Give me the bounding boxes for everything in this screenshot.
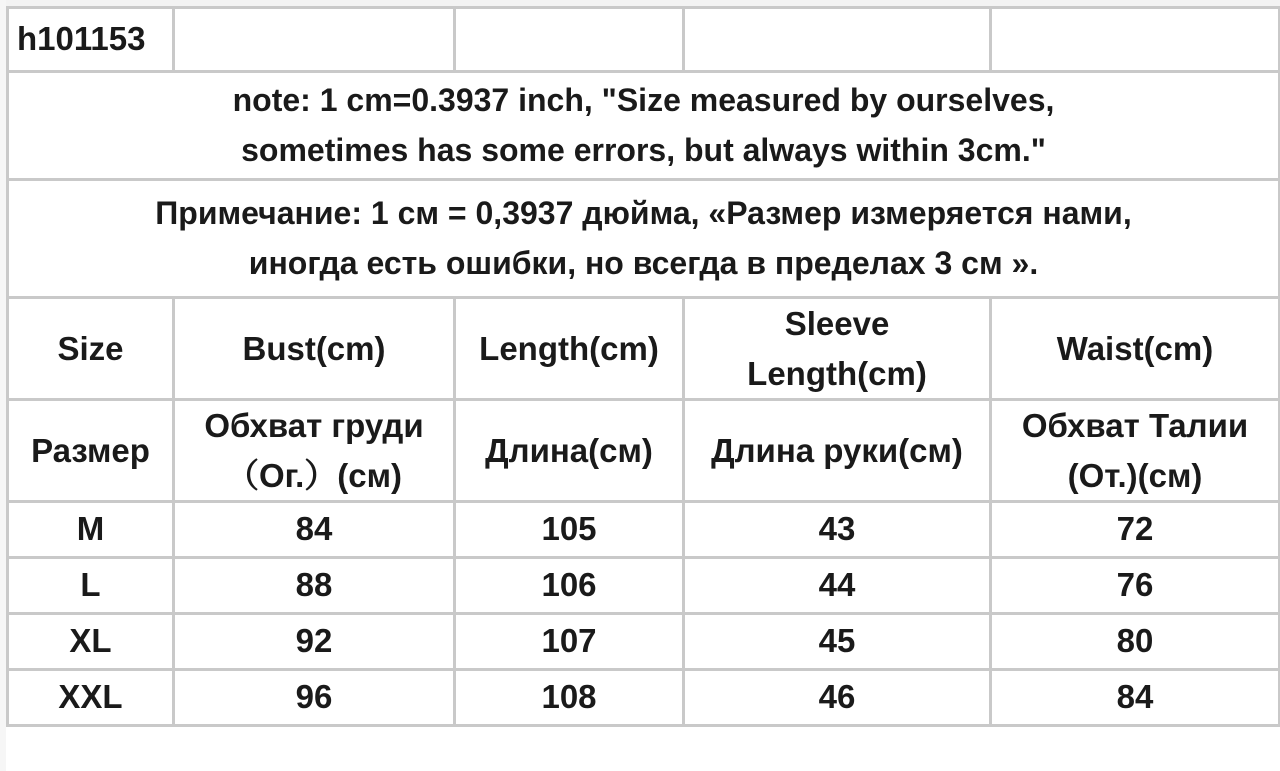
cell-sleeve: 43 xyxy=(684,502,991,558)
header-bust-ru-line: （Ог.）(см) xyxy=(225,456,403,494)
header-bust-ru-line: Обхват груди xyxy=(204,407,424,444)
header-waist-ru-line: (От.)(см) xyxy=(1067,456,1203,494)
cell-size: L xyxy=(8,558,174,614)
header-row-en xyxy=(8,298,1280,400)
note-ru-row xyxy=(8,180,1280,298)
cell-bust: 92 xyxy=(174,614,455,670)
size-table xyxy=(6,6,1280,727)
cell-size: XL xyxy=(8,614,174,670)
table-row xyxy=(8,614,1280,670)
product-code: h101153 xyxy=(8,8,174,72)
empty-cell xyxy=(174,8,455,72)
cell-sleeve: 46 xyxy=(684,670,991,726)
note-russian xyxy=(8,180,1280,298)
table-row xyxy=(8,670,1280,726)
cell-sleeve: 45 xyxy=(684,614,991,670)
empty-cell xyxy=(684,8,991,72)
code-row xyxy=(8,8,1280,72)
cell-waist: 76 xyxy=(991,558,1280,614)
table-row xyxy=(8,558,1280,614)
header-sleeve-line: Sleeve xyxy=(784,305,890,342)
cell-waist: 80 xyxy=(991,614,1280,670)
header-sleeve-ru: Длина руки(см) xyxy=(684,400,991,502)
cell-length: 108 xyxy=(455,670,684,726)
cell-size: M xyxy=(8,502,174,558)
note-ru-line: иногда есть ошибки, но всегда в пределах 3 см ». xyxy=(248,244,1039,281)
header-length: Length(cm) xyxy=(455,298,684,400)
header-bust-ru xyxy=(174,400,455,502)
cell-waist: 84 xyxy=(991,670,1280,726)
cell-bust: 84 xyxy=(174,502,455,558)
note-english xyxy=(8,72,1280,180)
cell-size: XXL xyxy=(8,670,174,726)
header-sleeve-length xyxy=(684,298,991,400)
header-bust: Bust(cm) xyxy=(174,298,455,400)
header-size-ru: Размер xyxy=(8,400,174,502)
header-waist-ru xyxy=(991,400,1280,502)
note-en-row xyxy=(8,72,1280,180)
empty-cell xyxy=(455,8,684,72)
header-waist-ru-line: Обхват Талии xyxy=(1021,407,1249,444)
table-row xyxy=(8,502,1280,558)
cell-sleeve: 44 xyxy=(684,558,991,614)
note-ru-line: Примечание: 1 см = 0,3937 дюйма, «Размер измеряется нами, xyxy=(155,194,1132,231)
note-en-line: note: 1 cm=0.3937 inch, "Size measured by ourselves, xyxy=(232,81,1055,118)
header-waist: Waist(cm) xyxy=(991,298,1280,400)
note-en-line: sometimes has some errors, but always within 3cm." xyxy=(241,131,1046,168)
cell-length: 107 xyxy=(455,614,684,670)
header-sleeve-line: Length(cm) xyxy=(747,354,927,392)
cell-waist: 72 xyxy=(991,502,1280,558)
cell-length: 106 xyxy=(455,558,684,614)
header-size: Size xyxy=(8,298,174,400)
header-row-ru xyxy=(8,400,1280,502)
empty-cell xyxy=(991,8,1280,72)
cell-length: 105 xyxy=(455,502,684,558)
cell-bust: 88 xyxy=(174,558,455,614)
header-length-ru: Длина(см) xyxy=(455,400,684,502)
cell-bust: 96 xyxy=(174,670,455,726)
